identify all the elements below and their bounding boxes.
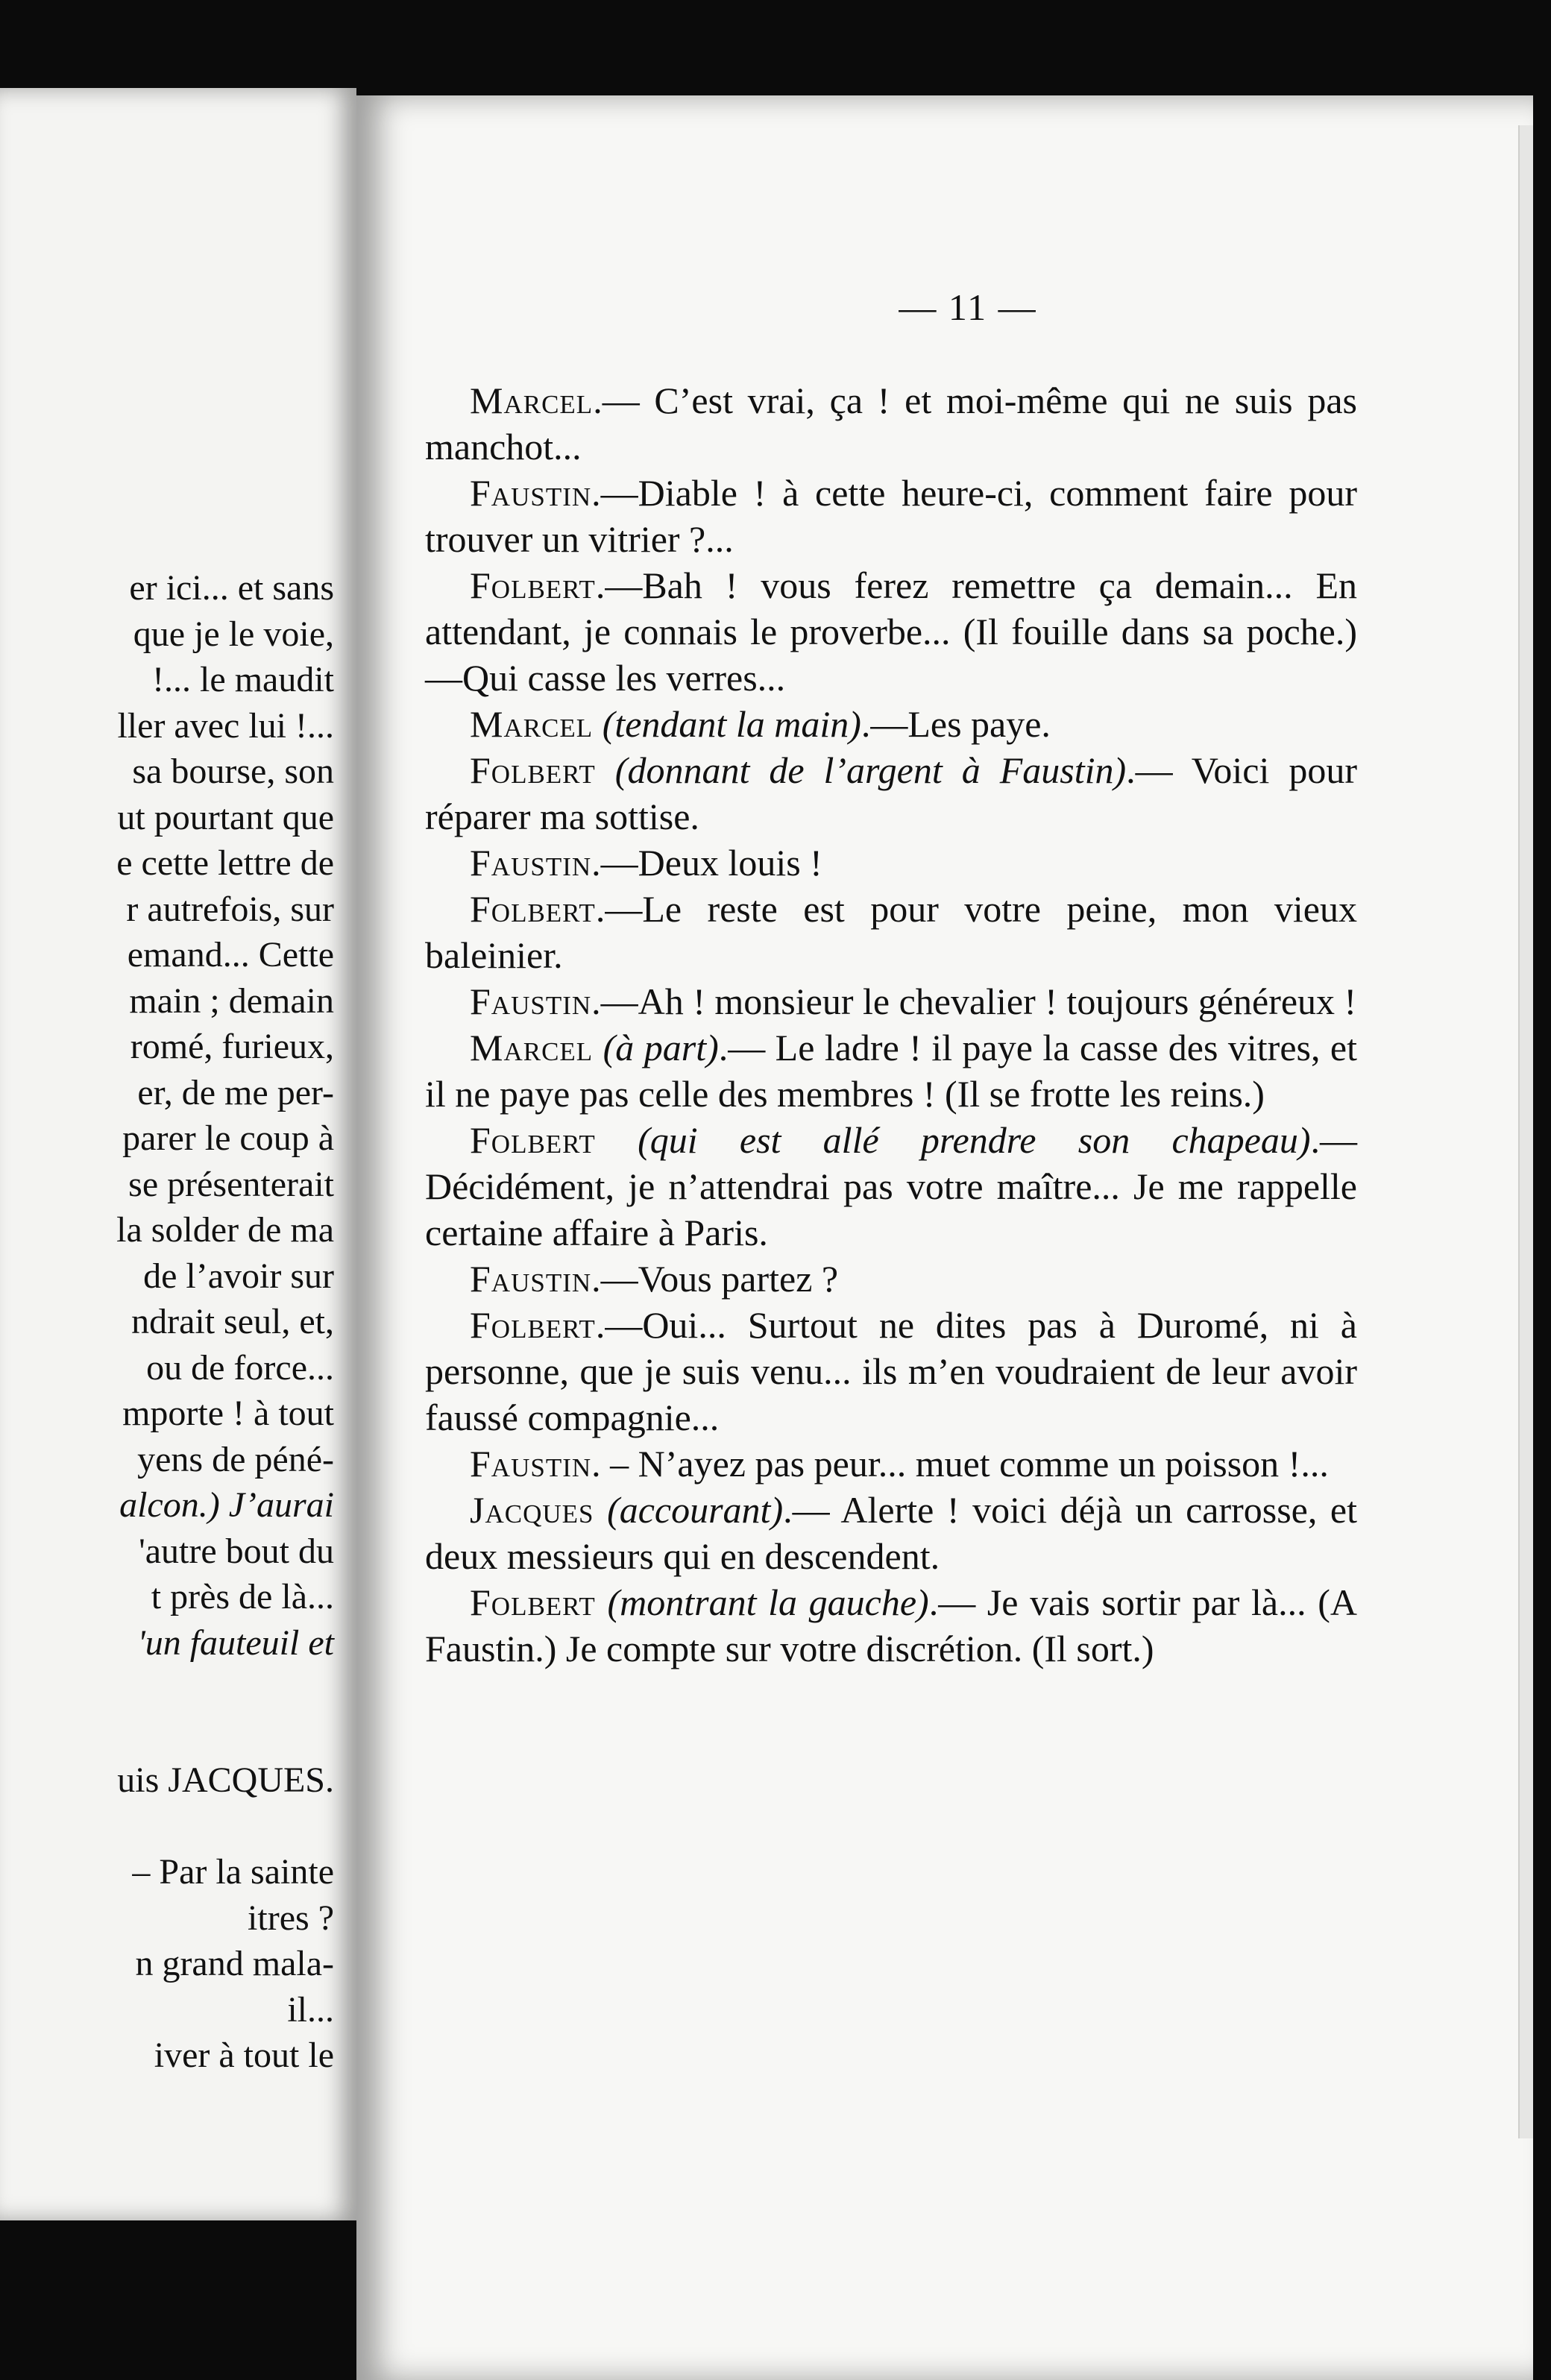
text-line: emand... Cette: [127, 935, 334, 975]
page-edge: [1518, 125, 1533, 2138]
stage-direction: (montrant la gauche): [607, 1581, 929, 1623]
dialogue-paragraph: [425, 1302, 1357, 1441]
dialogue-paragraph: [425, 840, 1357, 886]
stage-direction: (donnant de l’argent à Faustin): [614, 749, 1127, 791]
text-line: itres ?: [248, 1898, 334, 1938]
speaker-name: Folbert: [470, 888, 596, 930]
speaker-name: Faustin: [470, 1258, 592, 1300]
speaker-name: Faustin: [470, 1443, 592, 1485]
previous-page: [0, 88, 356, 2220]
stage-direction: (tendant la main): [602, 703, 861, 745]
text-line: iver à tout le: [154, 2036, 334, 2075]
dialogue-text: .—Les paye.: [861, 703, 1051, 745]
speaker-name: Marcel: [470, 703, 594, 745]
dialogue-text: .—Vous partez ?: [591, 1258, 839, 1300]
dialogue-text: .—Ah ! monsieur le chevalier ! toujours généreux !: [591, 980, 1357, 1022]
dialogue-paragraph: [425, 1441, 1357, 1487]
text-line: sa bourse, son: [132, 752, 334, 791]
dialogue-paragraph: [425, 978, 1357, 1024]
text-line: !... le maudit: [152, 660, 334, 699]
text-line: t près de là...: [151, 1577, 334, 1616]
text-line: ou de force...: [146, 1347, 334, 1388]
dialogue-paragraph: [425, 1024, 1357, 1117]
stage-direction: (à part): [603, 1027, 719, 1068]
page-number: — 11 —: [899, 286, 1037, 328]
dialogue-paragraph: [425, 1487, 1357, 1579]
previous-page-text: [0, 565, 334, 2079]
text-line: ndrait seul, et,: [131, 1302, 334, 1341]
speaker-name: Faustin: [470, 842, 592, 884]
dialogue-text: .— Je vais sortir par là... (A Faustin.) Je compte sur votre discrétion. (Il sort.): [425, 1581, 1358, 1669]
text-line: yens de péné-: [137, 1439, 334, 1479]
speaker-name: Folbert: [470, 564, 596, 606]
text-line: n grand mala-: [135, 1944, 334, 1983]
text-line: e cette lettre de: [116, 843, 334, 883]
dialogue-text: .— Le ladre ! il paye la casse des vitres, et il ne paye pas celle des membres ! (Il se frotte les reins.): [425, 1027, 1358, 1115]
speaker-name: Folbert: [470, 1304, 596, 1346]
dialogue-paragraph: [425, 562, 1357, 701]
text-line: la solder de ma: [116, 1210, 334, 1250]
dialogue-text: .—Le reste est pour votre peine, mon vieux baleinier.: [425, 888, 1357, 976]
text-line: il...: [287, 1989, 334, 2030]
text-line: mporte ! à tout: [122, 1394, 334, 1433]
speaker-name: Folbert: [470, 749, 596, 791]
blank-line: [0, 1804, 334, 1850]
dialogue-paragraph: [425, 377, 1357, 470]
text-line: parer le coup à: [122, 1118, 334, 1158]
text-line: de l’avoir sur: [143, 1256, 334, 1296]
current-page: [356, 95, 1533, 2380]
text-line: alcon.) J’aurai: [119, 1485, 334, 1525]
text-line: er ici... et sans: [129, 568, 334, 608]
dialogue-paragraph: [425, 1579, 1357, 1672]
dialogue-block: [425, 377, 1357, 1672]
dialogue-text: .— C’est vrai, ça ! et moi-même qui ne suis pas manchot...: [425, 380, 1357, 468]
dialogue-text: .— Alerte ! voici déjà un carrosse, et deux messieurs qui en descendent.: [425, 1489, 1358, 1577]
text-line: 'un fauteuil et: [137, 1622, 334, 1663]
stage-direction: (qui est allé prendre son chapeau): [638, 1119, 1311, 1161]
dialogue-text: .— Décidément, je n’attendrai pas votre maître... Je me rappelle certaine affaire à Paris.: [425, 1119, 1357, 1253]
speaker-name: Faustin: [470, 472, 592, 514]
text-line: er, de me per-: [137, 1072, 334, 1112]
speaker-name: Marcel: [470, 380, 594, 421]
dialogue-text: .— Voici pour réparer ma sottise.: [425, 749, 1357, 837]
text-line: main ; demain: [129, 980, 334, 1021]
stage-direction: (accourant): [607, 1489, 784, 1531]
text-line: – Par la sainte: [132, 1852, 334, 1892]
dialogue-text: .—Bah ! vous ferez remettre ça demain... En attendant, je connais le proverbe... (Il fouille dans sa poche.)—Qui casse les verres...: [425, 564, 1357, 699]
speaker-name: Folbert: [470, 1119, 596, 1161]
text-line: r autrefois, sur: [126, 889, 334, 929]
dialogue-paragraph: [425, 470, 1357, 562]
blank-line: [0, 1712, 334, 1758]
speaker-line: uis JACQUES.: [117, 1760, 334, 1800]
speaker-name: Faustin: [470, 980, 592, 1022]
dialogue-paragraph: [425, 886, 1357, 978]
text-line: se présenterait: [128, 1164, 334, 1204]
speaker-name: Jacques: [470, 1489, 594, 1531]
speaker-name: Folbert: [470, 1581, 596, 1623]
dialogue-text: . – N’ayez pas peur... muet comme un poisson !...: [591, 1443, 1329, 1485]
dialogue-paragraph: [425, 1256, 1357, 1302]
dialogue-paragraph: [425, 1117, 1357, 1256]
dialogue-text: .—Deux louis !: [591, 842, 822, 884]
text-line: ller avec lui !...: [117, 705, 334, 746]
dialogue-text: .—Oui... Surtout ne dites pas à Duromé, ni à personne, que je suis venu... ils m’en voudraient de leur avoir faussé compagnie...: [425, 1304, 1357, 1438]
text-line: ut pourtant que: [117, 797, 334, 837]
speaker-name: Marcel: [470, 1027, 594, 1068]
text-line: 'autre bout du: [139, 1531, 334, 1571]
dialogue-text: .—Diable ! à cette heure-ci, comment faire pour trouver un vitrier ?...: [425, 472, 1357, 560]
dialogue-paragraph: [425, 747, 1357, 840]
text-line: romé, furieux,: [130, 1027, 334, 1066]
blank-line: [0, 1666, 334, 1712]
text-line: que je le voie,: [133, 614, 334, 654]
dialogue-paragraph: [425, 701, 1357, 747]
